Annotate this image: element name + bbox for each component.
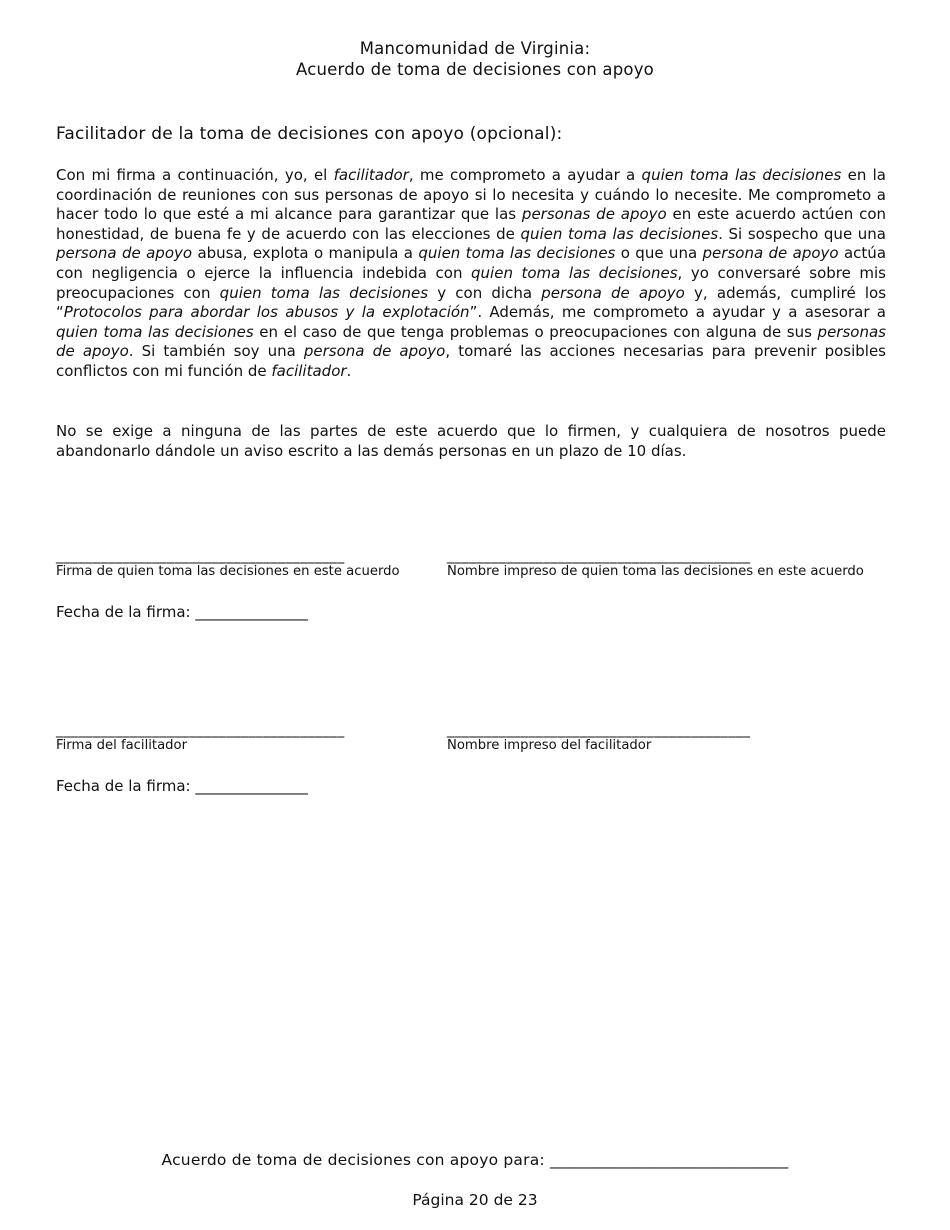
- text-run: y, además, cumpliré los “: [56, 283, 887, 322]
- italic-term: personas de apoyo: [56, 322, 886, 361]
- document-header: [0, 38, 950, 80]
- italic-term: quien toma las decisiones: [520, 224, 719, 243]
- text-run: abusa, explota o manipula a: [192, 244, 419, 263]
- italic-term: quien toma las decisiones: [56, 322, 254, 341]
- signature-caption: Firma del facilitador: [56, 738, 188, 753]
- facilitator-printed-name-field[interactable]: [447, 722, 750, 754]
- text-run: y con dicha: [428, 283, 542, 302]
- italic-term: quien toma las decisiones: [418, 244, 616, 263]
- italic-term: quien toma las decisiones: [219, 283, 429, 302]
- italic-term: persona de apoyo: [56, 244, 193, 263]
- decision-maker-signature-date[interactable]: Fecha de la firma: _______________: [56, 603, 308, 621]
- facilitator-signature-date[interactable]: Fecha de la firma: _______________: [56, 777, 308, 795]
- agreement-for-field[interactable]: Acuerdo de toma de decisiones con apoyo para: ______________________________: [161, 1151, 789, 1169]
- page-number: Página 20 de 23: [412, 1191, 538, 1209]
- text-run: . Si también soy una: [128, 342, 304, 361]
- printed-name-line: _________________________________________: [447, 548, 751, 564]
- facilitator-commitment-paragraph: [56, 166, 886, 382]
- printed-name-caption: Nombre impreso del facilitador: [447, 738, 652, 753]
- signature-line: _______________________________________: [56, 548, 345, 564]
- signature-line: _______________________________________: [56, 722, 345, 738]
- text-run: en el caso de que tenga problemas o preocupaciones con alguna de sus: [253, 322, 818, 341]
- text-run: , tomaré las acciones necesarias para prevenir posibles conflictos con mi función de: [56, 342, 886, 380]
- decision-maker-printed-name-field[interactable]: [447, 548, 864, 580]
- text-run: o que una: [615, 244, 703, 263]
- header-document-title: Acuerdo de toma de decisiones con apoyo: [296, 60, 654, 79]
- printed-name-line: _________________________________________: [447, 722, 751, 738]
- italic-term: persona de apoyo: [541, 283, 685, 302]
- withdrawal-notice-paragraph: No se exige a ninguna de las partes de este acuerdo que lo firmen, y cualquiera de nosotros puede abandonarlo dándole un aviso escrito a las demás personas en un plazo de 10 días.: [56, 422, 886, 460]
- section-title: Facilitador de la toma de decisiones con apoyo (opcional):: [56, 124, 563, 144]
- italic-term: persona de apoyo: [702, 244, 839, 263]
- signature-caption: Firma de quien toma las decisiones en este acuerdo: [56, 564, 400, 579]
- text-run: en la coordinación de reuniones con sus personas de apoyo si lo necesita y cuándo lo necesite. Me comprometo a hacer todo lo que esté a mi alcance para garantizar que las: [56, 166, 886, 224]
- text-run: Con mi firma a continuación, yo, el: [56, 166, 334, 184]
- italic-term: quien toma las decisiones: [471, 263, 678, 282]
- text-run: , me comprometo a ayudar a: [408, 166, 642, 184]
- printed-name-caption: Nombre impreso de quien toma las decisiones en este acuerdo: [447, 564, 864, 579]
- header-jurisdiction: Mancomunidad de Virginia:: [359, 39, 591, 58]
- text-run: en este acuerdo actúen con honestidad, de buena fe y de acuerdo con las elecciones de: [56, 205, 887, 243]
- text-run: . Si sospecho que una: [718, 224, 886, 243]
- text-run: actúa con negligencia o ejerce la influencia indebida con: [56, 244, 887, 282]
- text-run: ”. Además, me comprometo a ayudar y a asesorar a: [469, 303, 886, 322]
- italic-term: persona de apoyo: [303, 342, 446, 361]
- text-run: , yo conversaré sobre mis preocupaciones con: [56, 263, 886, 302]
- italic-term: personas de apoyo: [521, 205, 667, 224]
- italic-term: Protocolos para abordar los abusos y la explotación: [63, 303, 470, 322]
- italic-term: facilitador: [333, 166, 409, 184]
- decision-maker-signature-field[interactable]: [56, 548, 400, 580]
- italic-term: facilitador: [271, 361, 347, 380]
- text-run: .: [346, 361, 352, 380]
- facilitator-signature-field[interactable]: [56, 722, 345, 754]
- italic-term: quien toma las decisiones: [641, 166, 842, 184]
